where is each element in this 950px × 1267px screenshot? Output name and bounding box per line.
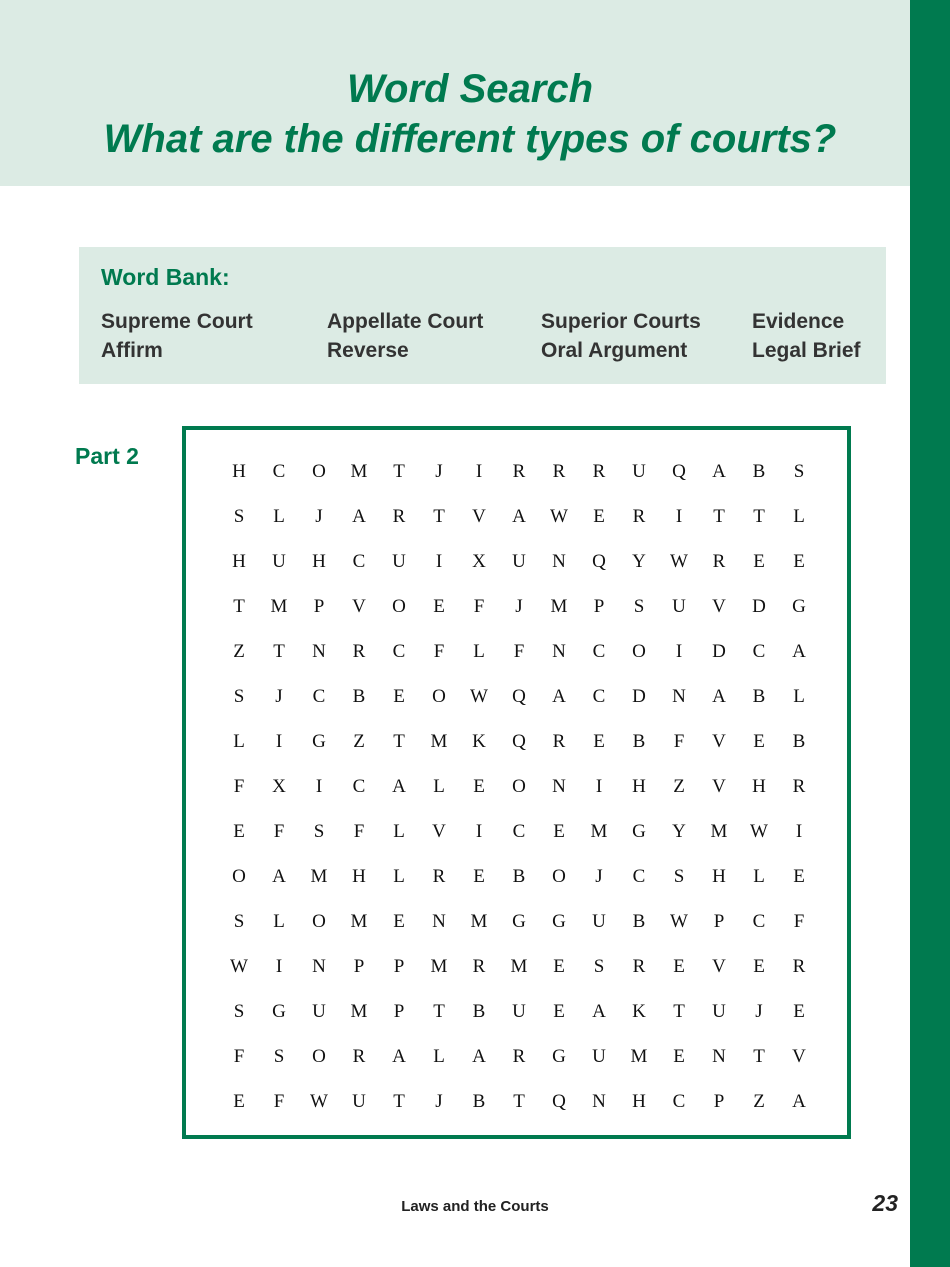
grid-letter: Q [512,686,526,707]
grid-letter: Y [632,551,646,572]
grid-letter: G [312,731,326,752]
grid-letter: P [313,596,325,617]
grid-letter: H [352,866,366,887]
grid-letter: B [512,866,526,887]
grid-letter: L [433,776,445,797]
grid-letter: U [632,461,646,482]
grid-letter: E [433,596,445,617]
word-bank [79,247,886,384]
footer-title: Laws and the Courts [401,1198,549,1215]
grid-letter: C [592,641,606,662]
grid-letter: B [632,731,646,752]
grid-letter: A [552,686,566,707]
grid-letter: D [632,686,646,707]
grid-letter: U [592,1046,606,1067]
grid-letter: Q [592,551,606,572]
grid-letter: E [393,686,405,707]
grid-letter: G [632,821,646,842]
grid-letter: E [593,506,605,527]
grid-letter: E [793,1001,805,1022]
word-bank-item: Evidence [752,310,845,333]
grid-letter: A [712,686,726,707]
grid-letter: O [312,461,326,482]
grid-letter: R [632,956,646,977]
word-bank-item: Oral Argument [541,339,688,362]
grid-letter: S [233,686,245,707]
grid-letter: O [312,911,326,932]
grid-letter: V [352,596,366,617]
grid-letter: A [792,1091,806,1112]
grid-letter: F [273,821,285,842]
grid-letter: D [752,596,766,617]
grid-letter: O [432,686,446,707]
grid-letter: J [315,506,323,527]
grid-letter: L [393,866,405,887]
grid-letter: N [592,1091,606,1112]
grid-letter: L [753,866,765,887]
grid-letter: O [512,776,526,797]
grid-letter: I [795,821,803,842]
grid-letter: C [352,551,366,572]
grid-letter: A [712,461,726,482]
grid-letter: C [592,686,606,707]
grid-letter: L [793,686,805,707]
grid-letter: H [312,551,326,572]
grid-letter: J [275,686,283,707]
grid-letter: L [433,1046,445,1067]
grid-letter: M [550,596,568,617]
grid-letter: A [272,866,286,887]
grid-letter: E [753,956,765,977]
grid-letter: M [350,911,368,932]
grid-letter: B [352,686,366,707]
grid-letter: E [553,821,565,842]
grid-letter: P [713,1091,725,1112]
grid-letter: G [512,911,526,932]
grid-letter: P [353,956,365,977]
grid-letter: O [312,1046,326,1067]
grid-letter: U [512,551,526,572]
grid-letter: L [393,821,405,842]
grid-letter: A [392,1046,406,1067]
grid-letter: M [270,596,288,617]
grid-letter: Z [673,776,685,797]
grid-letter: Y [672,821,686,842]
grid-letter: G [792,596,806,617]
grid-letter: L [473,641,485,662]
grid-letter: T [273,641,285,662]
grid-letter: W [750,821,768,842]
grid-letter: I [675,506,683,527]
grid-letter: E [233,821,245,842]
grid-letter: G [272,1001,286,1022]
grid-letter: T [433,506,445,527]
grid-letter: U [712,1001,726,1022]
grid-letter: A [352,506,366,527]
grid-letter: U [312,1001,326,1022]
grid-letter: H [752,776,766,797]
grid-letter: S [273,1046,285,1067]
grid-letter: P [393,1001,405,1022]
grid-letter: U [672,596,686,617]
word-bank-item: Appellate Court [327,310,484,333]
grid-letter: X [272,776,286,797]
side-color-bar [910,0,950,1267]
grid-letter: H [632,776,646,797]
grid-letter: E [793,866,805,887]
grid-letter: E [553,956,565,977]
grid-letter: B [472,1091,486,1112]
grid-letter: H [232,551,246,572]
grid-letter: Z [753,1091,765,1112]
grid-letter: Z [233,641,245,662]
grid-letter: L [273,506,285,527]
header-band [0,0,910,186]
grid-letter: G [552,911,566,932]
grid-letter: F [233,776,245,797]
grid-letter: E [473,776,485,797]
grid-letter: M [590,821,608,842]
grid-letter: M [630,1046,648,1067]
word-bank-item: Legal Brief [752,339,861,362]
grid-letter: M [470,911,488,932]
grid-letter: T [513,1091,525,1112]
page-title [0,64,940,164]
grid-letter: U [352,1091,366,1112]
grid-letter: M [350,461,368,482]
grid-letter: L [233,731,245,752]
grid-letter: S [233,911,245,932]
grid-letter: N [552,776,566,797]
grid-letter: T [713,506,725,527]
grid-letter: B [752,686,766,707]
grid-letter: R [512,461,526,482]
word-bank-item: Superior Courts [541,310,701,333]
word-search-grid [182,426,851,1139]
grid-letter: S [233,1001,245,1022]
grid-letter: M [430,731,448,752]
grid-letter: V [712,956,726,977]
grid-letter: F [433,641,445,662]
grid-letter: R [592,461,606,482]
grid-letter: K [632,1001,646,1022]
grid-letter: R [792,956,806,977]
grid-letter: S [673,866,685,887]
grid-letter: K [472,731,486,752]
grid-letter: O [632,641,646,662]
grid-letter: H [712,866,726,887]
grid-letter: N [312,641,326,662]
grid-letter: T [233,596,245,617]
grid-letter: E [393,911,405,932]
grid-letter: J [595,866,603,887]
grid-letter: F [353,821,365,842]
grid-letter: A [472,1046,486,1067]
grid-letter: T [433,1001,445,1022]
grid-letter: R [472,956,486,977]
grid-letter: J [435,1091,443,1112]
grid-letter: D [712,641,726,662]
grid-letter: I [315,776,323,797]
grid-letter: F [473,596,485,617]
grid-letter: I [475,461,483,482]
grid-letter: H [632,1091,646,1112]
grid-letter: E [673,1046,685,1067]
grid-letter: T [393,1091,405,1112]
grid-letter: C [272,461,286,482]
grid-letter: A [592,1001,606,1022]
grid-letter: C [752,911,766,932]
grid-letter: F [233,1046,245,1067]
grid-letter: M [430,956,448,977]
grid-letter: I [275,731,283,752]
grid-letter: G [552,1046,566,1067]
grid-letter: O [552,866,566,887]
grid-letter: Q [672,461,686,482]
grid-letter: E [753,551,765,572]
grid-letter: C [392,641,406,662]
grid-letter: T [753,506,765,527]
grid-letter: B [752,461,766,482]
grid-letter: Q [552,1091,566,1112]
title-line-1: Word Search [347,67,593,111]
grid-letter: R [712,551,726,572]
grid-letter: A [392,776,406,797]
grid-letter: N [552,641,566,662]
grid-letter: I [275,956,283,977]
grid-letter: E [473,866,485,887]
grid-letter: R [432,866,446,887]
grid-letter: J [515,596,523,617]
grid-letter: J [755,1001,763,1022]
grid-letter: B [792,731,806,752]
grid-letter: I [595,776,603,797]
grid-letter: O [392,596,406,617]
grid-letter: E [753,731,765,752]
grid-letter: F [673,731,685,752]
grid-letter: T [393,461,405,482]
grid-letter: W [470,686,488,707]
grid-letter: W [670,551,688,572]
grid-letter: V [712,776,726,797]
word-bank-item: Supreme Court [101,310,253,333]
word-bank-item: Affirm [101,339,163,362]
word-bank-heading: Word Bank: [101,264,230,290]
grid-letter: N [432,911,446,932]
grid-letter: N [552,551,566,572]
grid-letter: M [310,866,328,887]
grid-letter: H [232,461,246,482]
grid-letter: C [352,776,366,797]
grid-letter: P [593,596,605,617]
grid-letter: S [313,821,325,842]
grid-letter: P [393,956,405,977]
grid-letter: N [312,956,326,977]
grid-letter: R [512,1046,526,1067]
grid-letter: I [435,551,443,572]
word-bank-item: Reverse [327,339,409,362]
grid-letter: A [792,641,806,662]
grid-letter: C [672,1091,686,1112]
grid-letter: I [475,821,483,842]
grid-letter: P [713,911,725,932]
grid-letter: Q [512,731,526,752]
grid-letter: F [793,911,805,932]
grid-letter: O [232,866,246,887]
grid-letter: T [393,731,405,752]
grid-letter: Z [353,731,365,752]
grid-letter: V [792,1046,806,1067]
grid-letter: E [673,956,685,977]
grid-letter: T [753,1046,765,1067]
grid-letter: S [633,596,645,617]
grid-letter: R [552,461,566,482]
grid-letter: M [350,1001,368,1022]
grid-letter: V [472,506,486,527]
grid-letter: M [510,956,528,977]
grid-letter: U [512,1001,526,1022]
grid-letter: C [512,821,526,842]
grid-letter: S [233,506,245,527]
grid-letter: J [435,461,443,482]
grid-letter: R [552,731,566,752]
grid-letter: N [672,686,686,707]
grid-letter: F [513,641,525,662]
grid-letter: F [273,1091,285,1112]
grid-letter: E [593,731,605,752]
part-label: Part 2 [75,443,139,469]
grid-letter: U [392,551,406,572]
grid-letter: M [710,821,728,842]
grid-letter: W [670,911,688,932]
grid-letter: L [793,506,805,527]
grid-letter: E [553,1001,565,1022]
grid-letter: B [472,1001,486,1022]
grid-letter: C [632,866,646,887]
grid-letter: N [712,1046,726,1067]
grid-letter: L [273,911,285,932]
grid-letter: X [472,551,486,572]
title-line-2: What are the different types of courts? [103,117,837,161]
grid-letter: R [352,1046,366,1067]
grid-letter: A [512,506,526,527]
grid-letter: V [712,731,726,752]
grid-letter: R [352,641,366,662]
grid-letter: I [675,641,683,662]
grid-letter: U [272,551,286,572]
grid-letter: C [752,641,766,662]
grid-letter: T [673,1001,685,1022]
grid-letter: R [792,776,806,797]
grid-letter: R [392,506,406,527]
grid-letter: W [310,1091,328,1112]
grid-letter: S [793,461,805,482]
grid-letter: R [632,506,646,527]
grid-letter: C [312,686,326,707]
grid-letter: S [593,956,605,977]
grid-letter: V [712,596,726,617]
grid-letter: E [233,1091,245,1112]
grid-letter: B [632,911,646,932]
grid-letter: U [592,911,606,932]
grid-letter: E [793,551,805,572]
page-number: 23 [872,1190,898,1216]
grid-letter: V [432,821,446,842]
grid-letter: W [230,956,248,977]
grid-letter: W [550,506,568,527]
